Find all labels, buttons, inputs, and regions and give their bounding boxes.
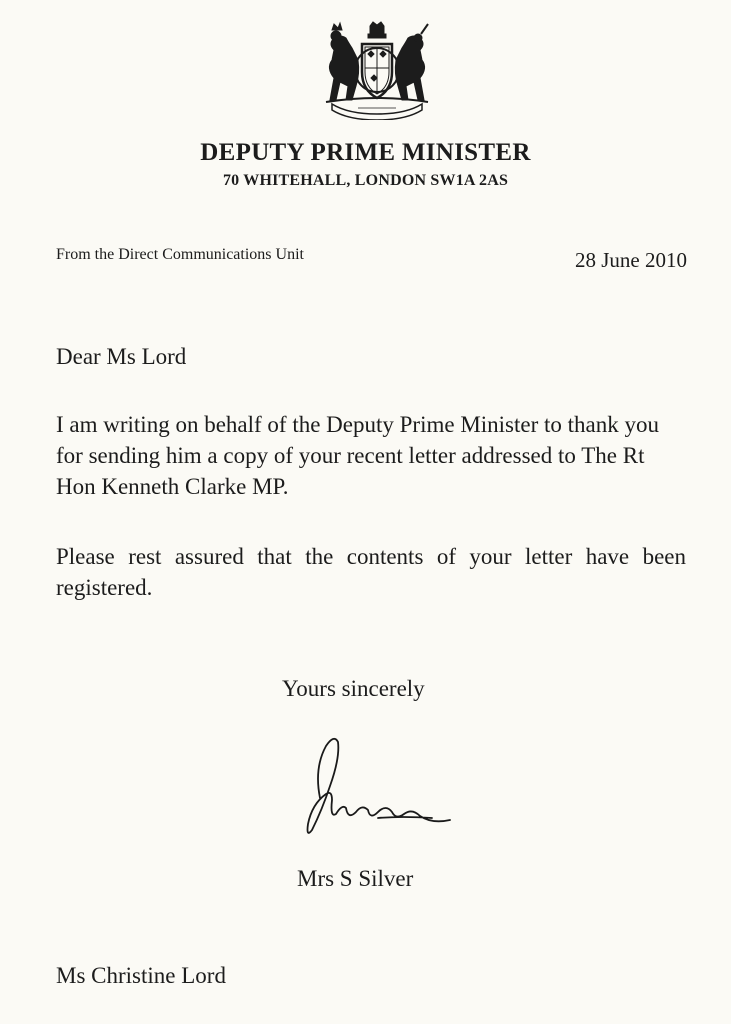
- office-title: DEPUTY PRIME MINISTER: [200, 139, 531, 166]
- office-address: 70 WHITEHALL, LONDON SW1A 2AS: [222, 172, 509, 189]
- handwritten-signature: [282, 728, 462, 843]
- salutation: Dear Ms Lord: [56, 344, 187, 369]
- recipient-name: Ms Christine Lord: [56, 963, 226, 988]
- sender-unit: From the Direct Communications Unit: [56, 246, 304, 263]
- body-paragraph: I am writing on behalf of the Deputy Prime Minister to thank you for sending him a copy of your recent letter addressed to The Rt Hon Kenneth Clarke MP.: [56, 412, 659, 499]
- body-paragraph: Please rest assured that the contents of your letter have been registered.: [56, 544, 686, 600]
- signatory-name: Mrs S Silver: [297, 866, 414, 891]
- royal-coat-of-arms-icon: [318, 20, 436, 120]
- letter-date: 28 June 2010: [575, 248, 687, 272]
- valediction: Yours sincerely: [282, 676, 425, 701]
